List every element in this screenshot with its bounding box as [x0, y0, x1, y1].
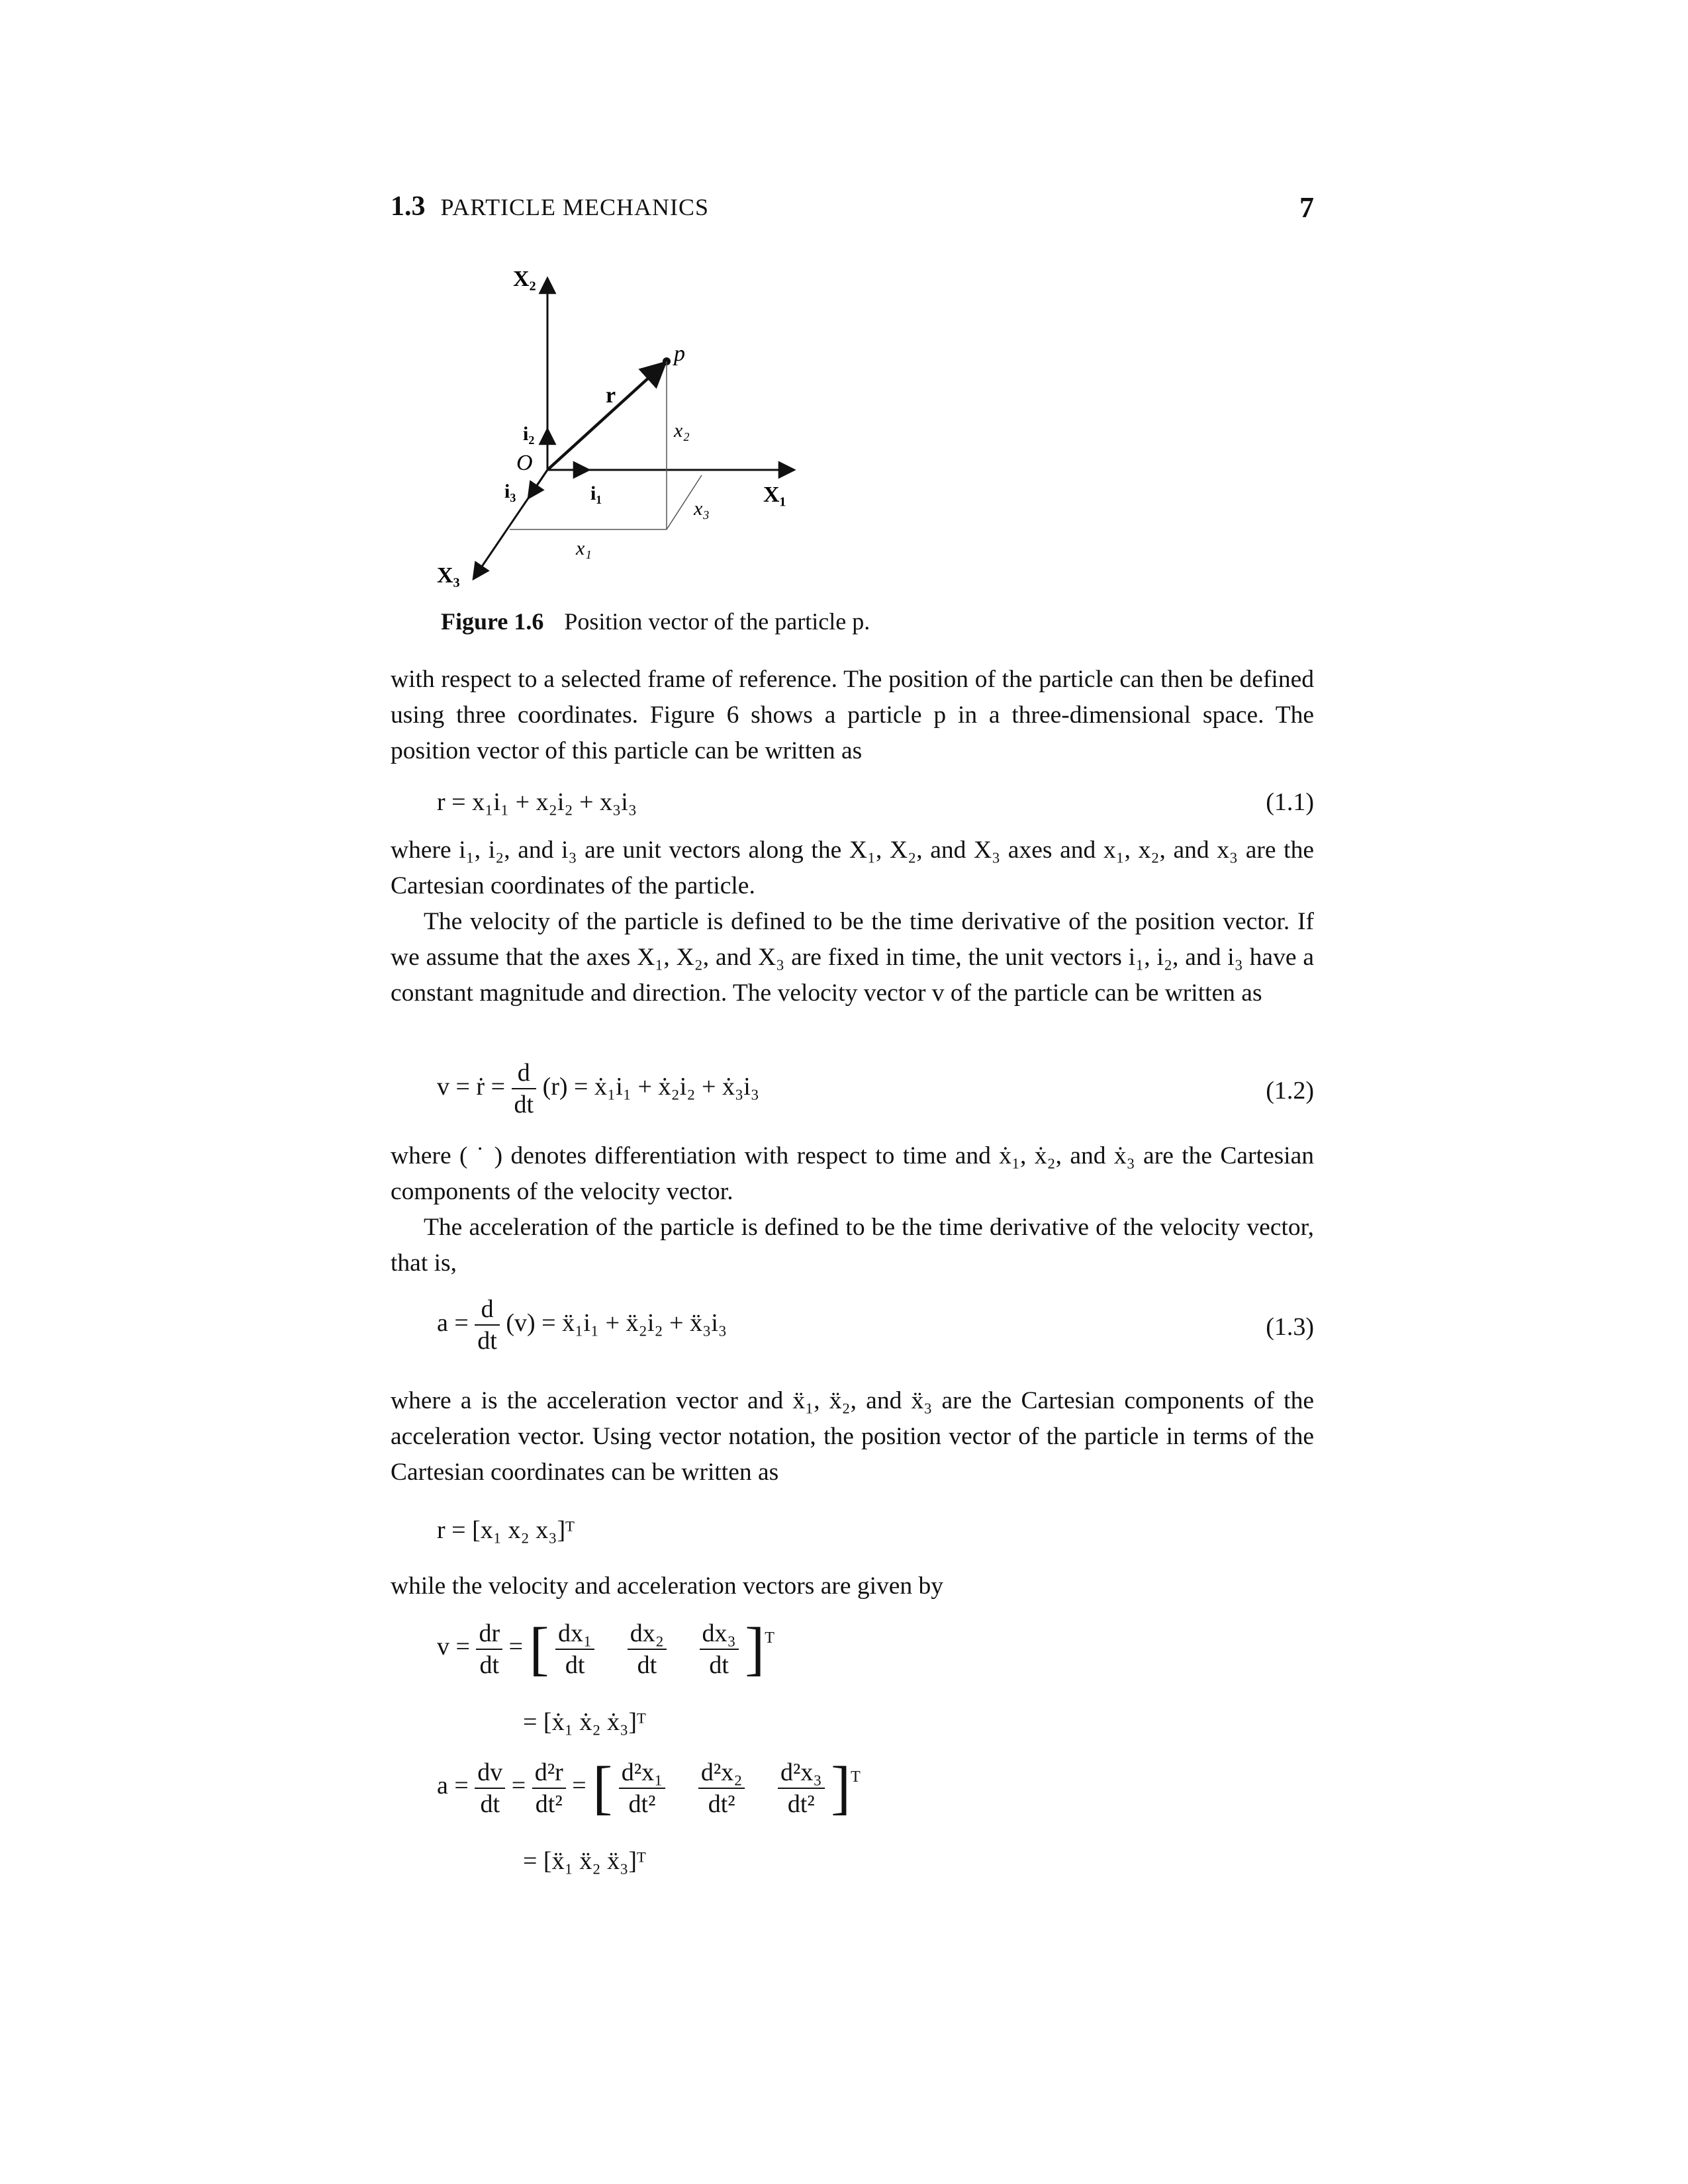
acc-matrix-entry-3	[778, 1757, 825, 1819]
equation-1-3-fraction	[475, 1294, 500, 1356]
equation-acceleration-frac1-den: dt	[480, 1790, 500, 1818]
left-bracket: [	[592, 1755, 613, 1821]
equation-velocity-frac-num: dr	[476, 1618, 502, 1650]
paragraph-1: with respect to a selected frame of reference. The position of the particle can then be defined using three coordinates. Figure 6 shows a particle p in a three-dimensional space. The position vector of this particle can be written as	[391, 666, 1314, 764]
running-header	[391, 191, 1314, 230]
equation-1-2-number: (1.2)	[1266, 1077, 1314, 1105]
figure-caption-text: Position vector of the particle p.	[564, 608, 870, 635]
matrix-entry-3-num: dx₃	[700, 1618, 739, 1650]
matrix-entry-3	[700, 1618, 739, 1680]
label-position-vector: r	[606, 383, 616, 408]
paragraph-3: The velocity of the particle is defined to be the time derivative of the position vector. If we assume that the axes X₁, X₂, and X₃ are fixed in time, the unit vectors i₁, i₂, and i₃ have a constant magnitude and direction. The velocity vector v of the particle can be written as	[391, 908, 1314, 1007]
equation-velocity-components	[523, 1707, 920, 1747]
acc-matrix-entry-2-den: dt²	[708, 1790, 735, 1818]
equation-velocity-vector	[437, 1615, 1314, 1694]
equation-acceleration-vector	[437, 1754, 1314, 1833]
matrix-entry-2-den: dt	[637, 1651, 657, 1679]
matrix-entry-2	[628, 1618, 667, 1680]
equation-acceleration-fraction-2	[532, 1757, 566, 1819]
label-axis-x3: X₃	[437, 563, 460, 588]
equation-acceleration-components	[523, 1846, 920, 1886]
label-unit-i1: i₁	[590, 482, 602, 504]
position-vector-r	[547, 363, 665, 470]
right-bracket: ]	[745, 1616, 765, 1682]
matrix-entry-3-den: dt	[709, 1651, 729, 1679]
equation-velocity-lhs: v =	[437, 1633, 470, 1661]
equation-1-3-rhs: (v) = ẍ₁i₁ + ẍ₂i₂ + ẍ₃i₃	[506, 1308, 727, 1337]
equation-1-3-frac-den: dt	[477, 1327, 497, 1355]
equation-1-2-rhs: (r) = ẋ₁i₁ + ẋ₂i₂ + ẋ₃i₃	[542, 1072, 759, 1101]
paragraph-5: The acceleration of the particle is defined to be the time derivative of the velocity vector, that is,	[391, 1214, 1314, 1277]
equation-1-2	[437, 1058, 1314, 1130]
transpose-mark: T	[765, 1629, 774, 1647]
transpose-mark: T	[851, 1768, 861, 1786]
acc-matrix-entry-3-num: d²x₃	[778, 1757, 825, 1789]
acc-matrix-entry-2	[698, 1757, 745, 1819]
label-coord-x2: x₂	[674, 420, 690, 441]
label-coord-x1: x₁	[576, 537, 592, 559]
equation-1-3-number: (1.3)	[1266, 1313, 1314, 1341]
equation-1-2-lhs: v = ṙ =	[437, 1072, 506, 1101]
equation-position-vector	[437, 1516, 1314, 1555]
equation-acceleration-fraction-1	[475, 1757, 505, 1819]
equation-velocity-frac-den: dt	[479, 1651, 500, 1679]
figure-caption	[441, 608, 870, 635]
paragraph-2: where i₁, i₂, and i₃ are unit vectors along the X₁, X₂, and X₃ axes and x₁, x₂, and x₃ are the Cartesian coordinates of the particle.	[391, 837, 1314, 899]
label-origin: O	[516, 451, 533, 475]
equation-1-2-fraction	[512, 1058, 537, 1120]
paragraph-7: while the velocity and acceleration vectors are given by	[391, 1572, 944, 1600]
equation-acceleration-components-body: = [ẍ₁ ẍ₂ ẍ₃]ᵀ	[523, 1847, 646, 1875]
equation-1-3-lhs: a =	[437, 1308, 469, 1337]
equation-1-1-number: (1.1)	[1266, 788, 1314, 816]
acc-matrix-entry-1-den: dt²	[628, 1790, 656, 1818]
equation-acceleration-frac2-num: d²r	[532, 1757, 566, 1789]
figure-position-vector	[397, 251, 993, 596]
acc-matrix-entry-1-num: d²x₁	[619, 1757, 666, 1789]
page-number: 7	[1299, 191, 1314, 224]
equation-1-3-frac-num: d	[475, 1294, 500, 1326]
equation-1-3	[437, 1294, 1314, 1367]
equation-velocity-equals: =	[508, 1633, 524, 1661]
equation-1-2-frac-den: dt	[514, 1091, 534, 1118]
equation-velocity-components-body: = [ẋ₁ ẋ₂ ẋ₃]ᵀ	[523, 1708, 646, 1736]
acc-matrix-entry-3-den: dt²	[787, 1790, 815, 1818]
equation-1-2-frac-num: d	[512, 1058, 537, 1089]
label-coord-x3: x₃	[694, 498, 710, 520]
paragraph-4: where ( ˙ ) denotes differentiation with respect to time and ẋ₁, ẋ₂, and ẋ₃ are the Cartesian components of the velocity vector.	[391, 1142, 1314, 1205]
section-number: 1.3	[391, 191, 426, 222]
paragraph-6: where a is the acceleration vector and ẍ₁, ẍ₂, and ẍ₃ are the Cartesian components of the acceleration vector. Using vector notation, the position vector of the particle in terms of the Cartesian coordinates can be written as	[391, 1387, 1314, 1486]
matrix-entry-1-den: dt	[565, 1651, 585, 1679]
equation-1-1	[437, 788, 1314, 827]
label-unit-i3: i₃	[504, 480, 516, 502]
acc-matrix-entry-2-num: d²x₂	[698, 1757, 745, 1789]
left-bracket: [	[529, 1616, 549, 1682]
label-axis-x2: X₂	[513, 267, 536, 291]
acc-matrix-entry-1	[619, 1757, 666, 1819]
label-axis-x1: X₁	[763, 482, 786, 507]
equation-acceleration-lhs: a =	[437, 1772, 469, 1800]
label-unit-i2: i₂	[523, 423, 535, 445]
equation-acceleration-equals-1: =	[511, 1772, 526, 1800]
equation-acceleration-frac2-den: dt²	[535, 1790, 563, 1818]
right-bracket: ]	[831, 1755, 851, 1821]
label-particle: p	[674, 341, 685, 366]
equation-velocity-fraction	[476, 1618, 502, 1680]
section-title: PARTICLE MECHANICS	[440, 194, 710, 220]
matrix-entry-2-num: dx₂	[628, 1618, 667, 1650]
equation-acceleration-frac1-num: dv	[475, 1757, 505, 1789]
matrix-entry-1	[555, 1618, 594, 1680]
equation-acceleration-equals-2: =	[572, 1772, 586, 1800]
matrix-entry-1-num: dx₁	[555, 1618, 594, 1650]
figure-caption-label: Figure 1.6	[441, 608, 544, 635]
figure-diagram	[397, 251, 993, 596]
equation-position-vector-body: r = [x₁ x₂ x₃]ᵀ	[437, 1516, 575, 1544]
equation-1-1-body: r = x₁i₁ + x₂i₂ + x₃i₃	[437, 788, 637, 816]
